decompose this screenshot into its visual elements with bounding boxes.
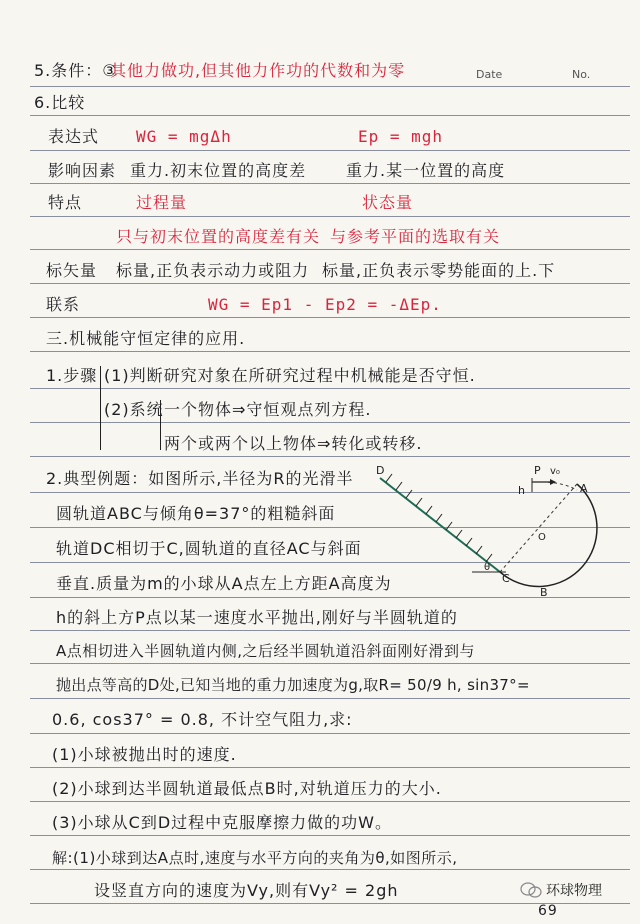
relation-value: WG = Ep1 - Ep2 = -ΔEp. <box>208 295 442 314</box>
semicircle-incline-diagram <box>372 462 622 602</box>
label-b: B <box>540 586 548 599</box>
rule-line <box>30 317 630 318</box>
feature-left: 过程量 <box>136 193 188 212</box>
rule-line <box>30 663 630 664</box>
trajectory-line <box>542 482 577 490</box>
example-line: h的斜上方P点以某一速度水平抛出,刚好与半圆轨道的 <box>56 608 458 627</box>
rule-line <box>30 801 630 802</box>
incline-hatching <box>386 474 492 562</box>
step-1: (1)判断研究对象在所研究过程中机械能是否守恒. <box>104 366 476 385</box>
semicircle-track <box>500 484 597 586</box>
example-line: 抛出点等高的D处,已知当地的重力加速度为g,取R= 50/9 h, sin37°= <box>56 676 530 694</box>
rule-line <box>30 835 630 836</box>
example-line: (2)小球到达半圆轨道最低点B时,对轨道压力的大小. <box>52 779 442 798</box>
label-c: C <box>502 572 510 585</box>
label-d: D <box>376 464 385 477</box>
label-a: A <box>580 482 588 495</box>
page-number: 69 <box>538 903 558 919</box>
rule-line <box>30 767 630 768</box>
rule-line <box>30 86 630 87</box>
factor-left: 重力.初末位置的高度差 <box>130 161 307 180</box>
condition-text: 其他力做功,但其他力作功的代数和为零 <box>110 61 406 80</box>
rule-line <box>30 150 630 151</box>
rule-line <box>30 733 630 734</box>
formula-label: 表达式 <box>48 127 100 146</box>
diameter-line <box>500 484 577 572</box>
rule-line <box>30 283 630 284</box>
example-line: (1)小球被抛出时的速度. <box>52 745 237 764</box>
label-theta: θ <box>484 562 491 573</box>
brace <box>160 400 161 450</box>
step-2b: 两个或两个以上物体⇒转化或转移. <box>164 434 423 453</box>
compare-title: 6.比较 <box>34 93 86 112</box>
vector-right: 标量,正负表示零势能面的上.下 <box>322 261 556 280</box>
incline-line <box>380 478 500 572</box>
step-2a: 一个物体⇒守恒观点列方程. <box>164 400 372 419</box>
example-line: 垂直.质量为m的小球从A点左上方距A高度为 <box>56 574 392 593</box>
label-p: P <box>534 464 541 477</box>
rule-line <box>30 351 630 352</box>
rule-line <box>30 216 630 217</box>
example-line: 轨道DC相切于C,圆轨道的直径AC与斜面 <box>56 539 362 558</box>
feature-label: 特点 <box>48 193 83 212</box>
step-2-prefix: (2)系统 <box>104 400 164 419</box>
factor-label: 影响因素 <box>48 161 117 180</box>
example-line: 2.典型例题：如图所示,半径为R的光滑半 <box>46 469 354 488</box>
label-o: O <box>538 532 546 543</box>
date-label: Date <box>476 68 503 81</box>
feature-right: 状态量 <box>362 193 414 212</box>
section3-title: 三.机械能守恒定律的应用. <box>46 329 246 348</box>
vector-label: 标矢量 <box>46 261 98 280</box>
rule-line <box>30 630 630 631</box>
label-v0: v₀ <box>550 466 560 477</box>
example-line: (3)小球从C到D过程中克服摩擦力做的功W。 <box>52 813 392 832</box>
rule-line <box>30 183 630 184</box>
rule-line <box>30 698 630 699</box>
no-label: No. <box>572 68 591 81</box>
condition-label: 5.条件：③ <box>34 61 118 80</box>
solution-line-1: 解:(1)小球到达A点时,速度与水平方向的夹角为θ,如图所示, <box>52 849 458 867</box>
rule-line <box>30 869 630 870</box>
arrowhead-icon <box>550 479 556 485</box>
brace <box>100 366 101 450</box>
rule-line <box>30 115 630 116</box>
formula-ep: Ep = mgh <box>358 127 444 146</box>
vector-left: 标量,正负表示动力或阻力 <box>116 261 310 280</box>
solution-line-2: 设竖直方向的速度为Vy,则有Vy² = 2gh <box>94 881 399 900</box>
example-line: 圆轨道ABC与倾角θ=37°的粗糙斜面 <box>56 504 336 523</box>
rule-line <box>30 388 630 389</box>
factor-right: 重力.某一位置的高度 <box>346 161 506 180</box>
example-line: 0.6, cos37° = 0.8, 不计空气阻力,求: <box>52 710 353 729</box>
rule-line <box>30 456 630 457</box>
watermark <box>520 880 602 900</box>
example-line: A点相切进入半圆轨道内侧,之后经半圆轨道沿斜面刚好滑到与 <box>56 642 476 660</box>
relation-label: 联系 <box>46 295 81 314</box>
formula-wg: WG = mgΔh <box>136 127 232 146</box>
note-right: 与参考平面的选取有关 <box>330 227 501 246</box>
brand-name: 环球物理 <box>546 883 602 899</box>
rule-line <box>30 422 630 423</box>
note-left: 只与初末位置的高度差有关 <box>116 227 321 246</box>
label-h: h <box>518 484 525 497</box>
step-label: 1.步骤 <box>46 366 98 385</box>
wechat-icon <box>520 882 542 898</box>
rule-line <box>30 249 630 250</box>
